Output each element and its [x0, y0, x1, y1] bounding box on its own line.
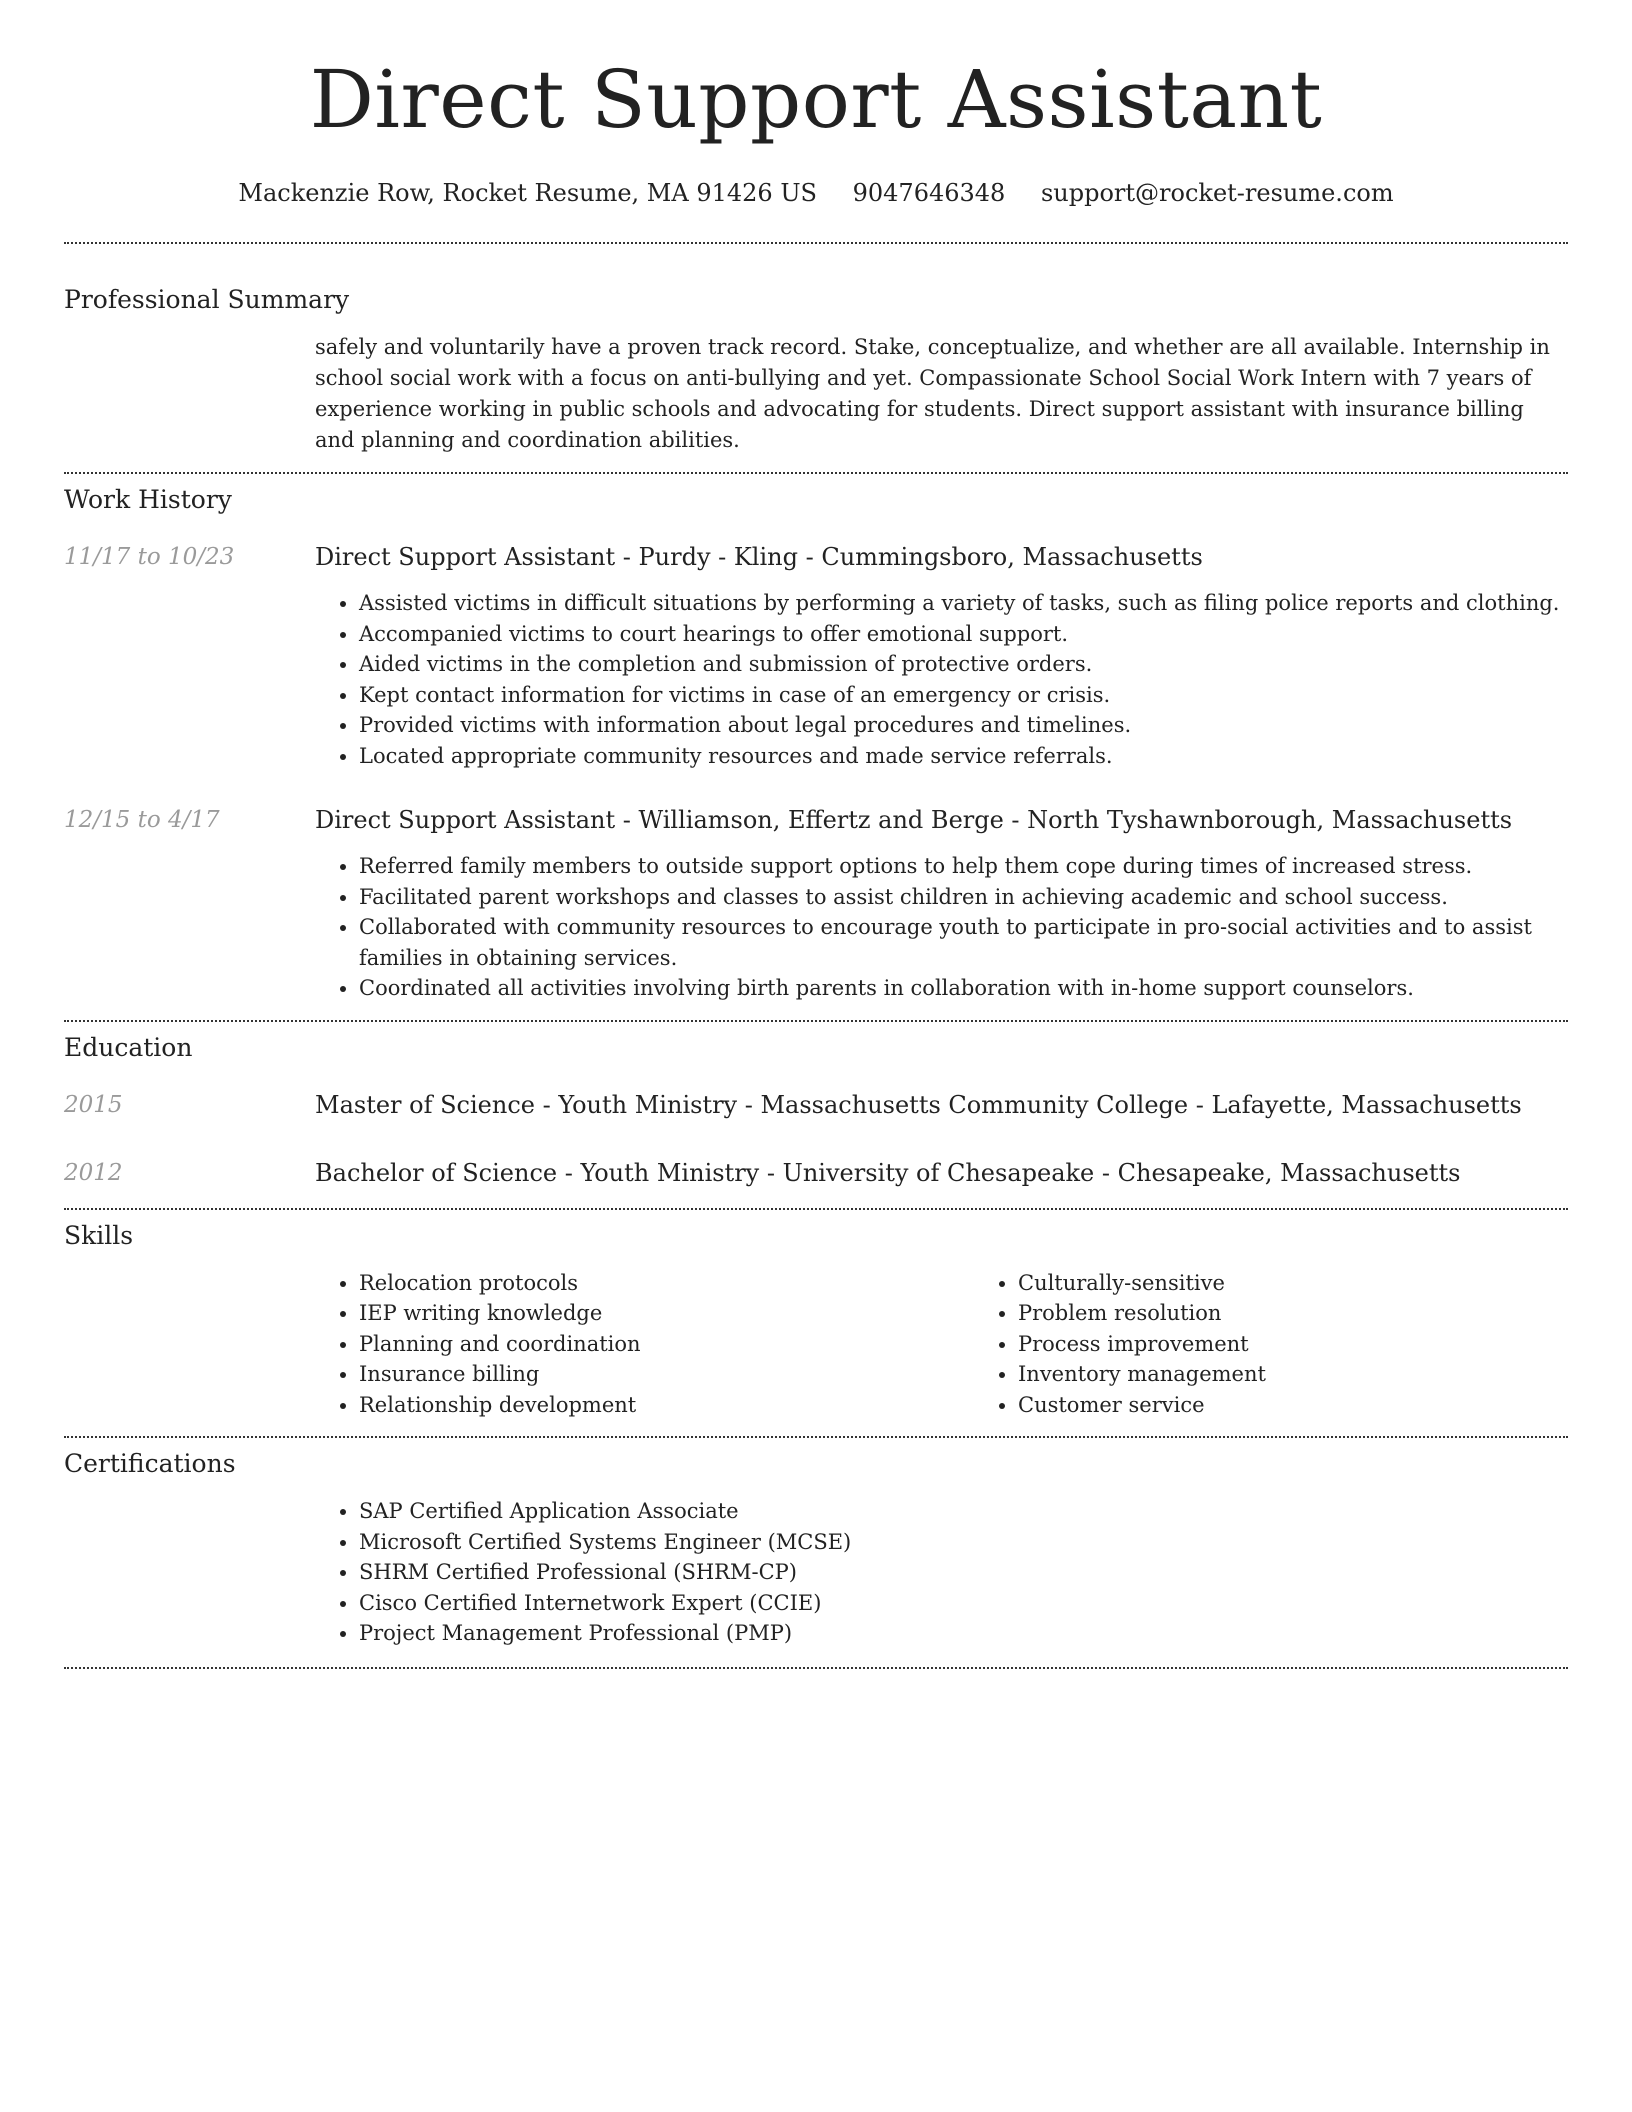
education-title [315, 1158, 1568, 1188]
job-role: Direct Support Assistant [315, 543, 616, 571]
certifications-heading: Certifications [64, 1449, 236, 1478]
summary-text: safely and voluntarily have a proven track record. Stake, conceptualize, and whether are all available. Internship in school social work with a focus on anti-bullying and yet. Compassionate School Social Work Intern with 7 years of experience working in public schools and advocating for students. Direct support assistant with insurance billing and planning and coordination abilities. [315, 335, 1550, 452]
contact-address: Mackenzie Row, Rocket Resume, MA 91426 US [238, 179, 817, 207]
skills-section [64, 1220, 1568, 1421]
skills-list-right [974, 1268, 1632, 1421]
job-dates: 11/17 to 10/23 [64, 544, 235, 570]
certifications-section [64, 1448, 1568, 1649]
education-details: - Massachusetts Community College - Lafayette, Massachusetts [737, 1090, 1522, 1119]
education-heading: Education [64, 1032, 193, 1062]
work-history-section [64, 484, 1568, 1004]
section-divider [64, 1020, 1568, 1022]
list-item: • Kept contact information for victims in case of an emergency or crisis. [359, 680, 1568, 711]
list-item: • Microsoft Certified Systems Engineer (MCSE) [359, 1527, 1568, 1558]
list-item: • Relocation protocols [359, 1268, 974, 1299]
contact-email: support@rocket-resume.com [1040, 179, 1394, 207]
list-item: • Project Management Professional (PMP) [359, 1618, 1568, 1649]
list-item: • Collaborated with community resources to encourage youth to participate in pro-social activities and to assist families in obtaining services. [359, 912, 1568, 973]
section-divider [64, 472, 1568, 474]
education-details: - University of Chesapeake - Chesapeake, Massachusetts [759, 1158, 1461, 1187]
list-item: • IEP writing knowledge [359, 1298, 974, 1329]
education-degree: Master of Science - Youth Ministry [315, 1090, 738, 1119]
list-item: • Located appropriate community resources and made service referrals. [359, 741, 1568, 772]
job-bullet-list [315, 588, 1568, 771]
education-section [64, 1032, 1568, 1188]
certifications-list [315, 1496, 1568, 1649]
section-divider [64, 1208, 1568, 1210]
job-title [315, 805, 1568, 835]
list-item: • Coordinated all activities involving birth parents in collaboration with in-home support counselors. [359, 973, 1568, 1004]
summary-heading: Professional Summary [64, 285, 350, 314]
work-history-heading: Work History [64, 485, 232, 514]
job-entry [64, 542, 1568, 771]
section-divider [64, 1667, 1568, 1669]
list-item: • Inventory management [1018, 1359, 1632, 1390]
list-item: • Insurance billing [359, 1359, 974, 1390]
list-item: • Assisted victims in difficult situations by performing a variety of tasks, such as filing police reports and clothing. [359, 588, 1568, 619]
education-entry [64, 1158, 1568, 1188]
contact-phone: 9047646348 [852, 179, 1006, 207]
job-title [315, 542, 1568, 572]
list-item: • Relationship development [359, 1390, 974, 1421]
list-item: • Culturally-sensitive [1018, 1268, 1632, 1299]
summary-section [64, 284, 1568, 456]
list-item: • Facilitated parent workshops and classes to assist children in achieving academic and school success. [359, 882, 1568, 913]
education-degree: Bachelor of Science - Youth Ministry [315, 1158, 760, 1187]
job-entry [64, 805, 1568, 1004]
job-role: Direct Support Assistant [315, 806, 616, 834]
skills-heading: Skills [64, 1220, 134, 1250]
list-item: • Customer service [1018, 1390, 1632, 1421]
candidate-name: Direct Support Assistant [309, 53, 1323, 146]
section-divider [64, 242, 1568, 244]
list-item: • SAP Certified Application Associate [359, 1496, 1568, 1527]
list-item: • SHRM Certified Professional (SHRM-CP) [359, 1557, 1568, 1588]
list-item: • Provided victims with information about legal procedures and timelines. [359, 710, 1568, 741]
list-item: • Process improvement [1018, 1329, 1632, 1360]
list-item: • Aided victims in the completion and submission of protective orders. [359, 649, 1568, 680]
list-item: • Planning and coordination [359, 1329, 974, 1360]
job-dates: 12/15 to 4/17 [64, 807, 220, 833]
education-year: 2015 [64, 1091, 123, 1118]
education-year: 2012 [64, 1159, 123, 1186]
list-item: • Accompanied victims to court hearings to offer emotional support. [359, 619, 1568, 650]
skills-list-left [315, 1268, 974, 1421]
section-divider [64, 1436, 1568, 1438]
resume-header [64, 0, 1568, 208]
contact-line [64, 178, 1568, 208]
list-item: • Referred family members to outside support options to help them cope during times of increased stress. [359, 851, 1568, 882]
job-details: - Williamson, Effertz and Berge - North Tyshawnborough, Massachusetts [615, 806, 1513, 834]
job-details: - Purdy - Kling - Cummingsboro, Massachusetts [615, 543, 1203, 571]
education-title [315, 1090, 1568, 1120]
list-item: • Problem resolution [1018, 1298, 1632, 1329]
list-item: • Cisco Certified Internetwork Expert (CCIE) [359, 1588, 1568, 1619]
job-bullet-list [315, 851, 1568, 1004]
education-entry [64, 1090, 1568, 1120]
